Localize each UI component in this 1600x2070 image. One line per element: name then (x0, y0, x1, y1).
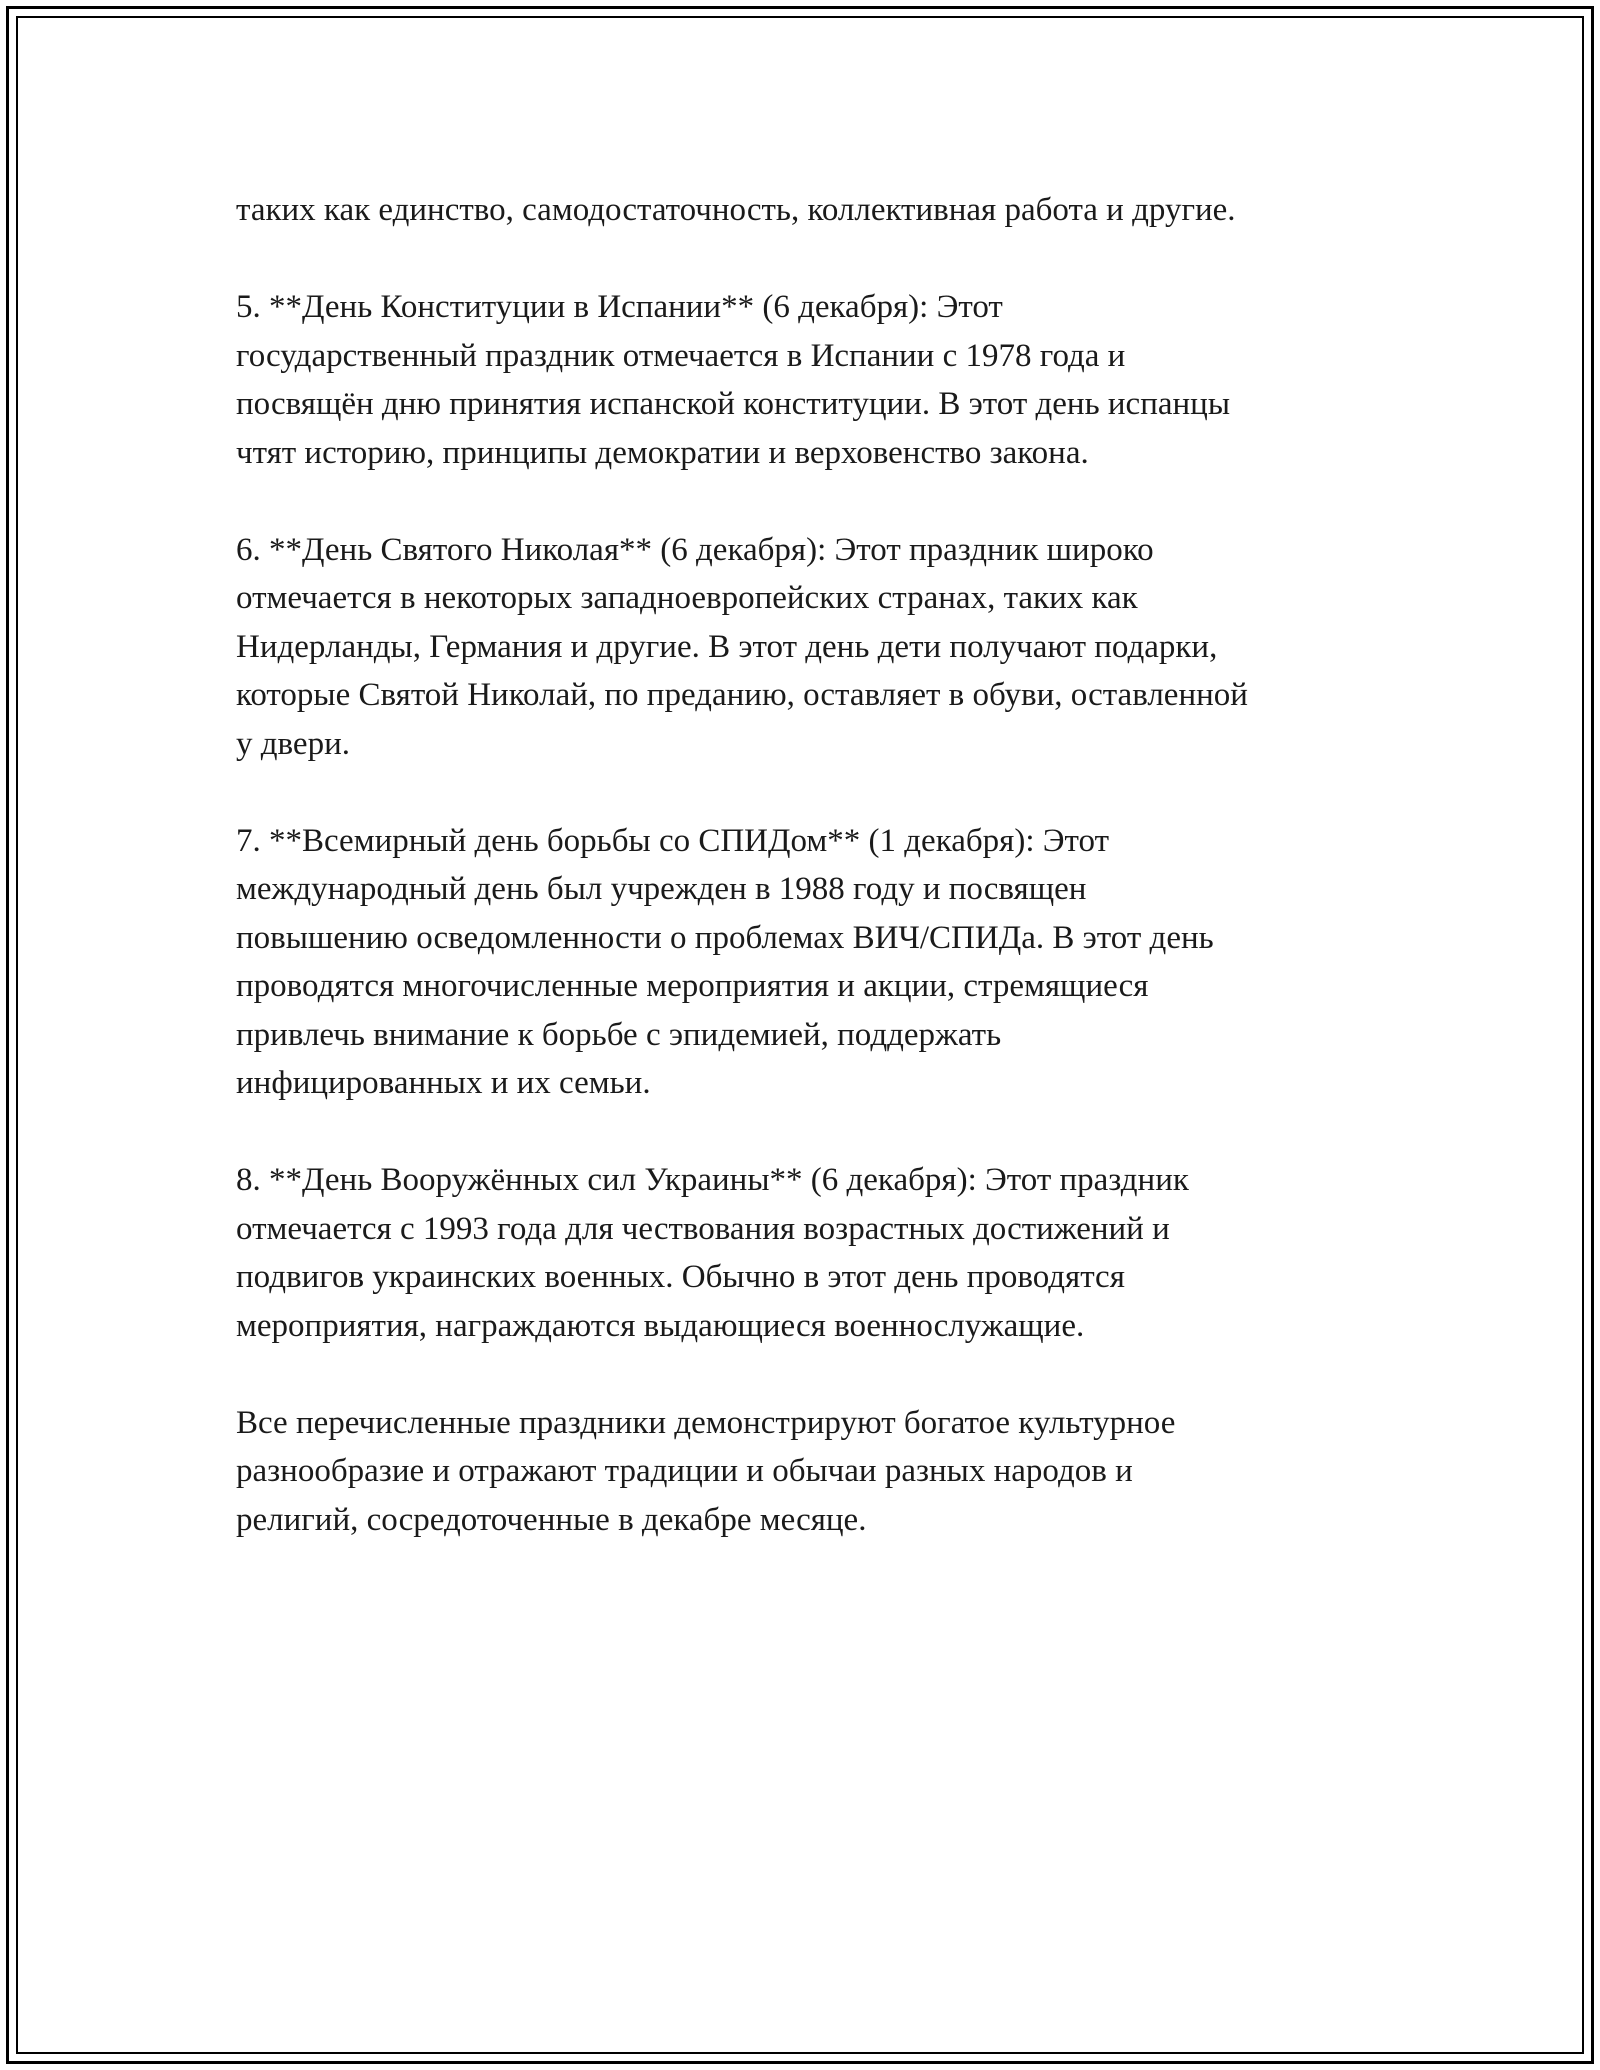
text-line: Все перечисленные праздники демонстрируют богатое культурное (236, 1404, 1176, 1441)
paragraph-conclusion (236, 1399, 1376, 1545)
text-line: международный день был учрежден в 1988 году и посвящен (236, 871, 1087, 907)
text-line: повышению осведомленности о проблемах ВИЧ/СПИДа. В этот день (236, 919, 1214, 956)
list-item-8 (236, 1156, 1376, 1350)
text-line: 5. **День Конституции в Испании** (6 декабря): Этот (236, 289, 1003, 325)
text-line: отмечается с 1993 года для чествования возрастных достижений и (236, 1210, 1170, 1247)
text-line: государственный праздник отмечается в Испании с 1978 года и (236, 337, 1126, 374)
text-line: привлечь внимание к борьбе с эпидемией, поддержать (236, 1016, 1002, 1053)
list-item-7 (236, 817, 1376, 1108)
text-line: 7. **Всемирный день борьбы со СПИДом** (1 декабря): Этот (236, 822, 1110, 859)
text-line: разнообразие и отражают традиции и обычаи разных народов и (236, 1453, 1133, 1489)
text-line: посвящён дню принятия испанской конституции. В этот день испанцы (236, 386, 1230, 422)
text-line: которые Святой Николай, по преданию, оставляет в обуви, оставленной (236, 677, 1248, 713)
list-item-6 (236, 526, 1376, 769)
text-line: подвигов украинских военных. Обычно в этот день проводятся (236, 1259, 1125, 1295)
text-line: проводятся многочисленные мероприятия и акции, стремящиеся (236, 968, 1149, 1004)
text-line: 8. **День Вооружённых сил Украины** (6 декабря): Этот праздник (236, 1162, 1189, 1198)
text-line: чтят историю, принципы демократии и верховенство закона. (236, 434, 1089, 471)
text-line: Нидерланды, Германия и другие. В этот день дети получают подарки, (236, 628, 1218, 665)
text-line: инфицированных и их семьи. (236, 1065, 651, 1101)
document-body (236, 186, 1376, 1544)
text-line: у двери. (236, 725, 350, 762)
text-line: 6. **День Святого Николая** (6 декабря): Этот праздник широко (236, 531, 1154, 568)
text-line: религий, сосредоточенные в декабре месяце. (236, 1501, 867, 1538)
text-line: таких как единство, самодостаточность, коллективная работа и другие. (236, 192, 1236, 228)
list-item-5 (236, 283, 1376, 477)
text-line: мероприятия, награждаются выдающиеся военнослужащие. (236, 1307, 1085, 1344)
text-line: отмечается в некоторых западноевропейских странах, таких как (236, 580, 1138, 616)
paragraph-continuation (236, 186, 1376, 235)
